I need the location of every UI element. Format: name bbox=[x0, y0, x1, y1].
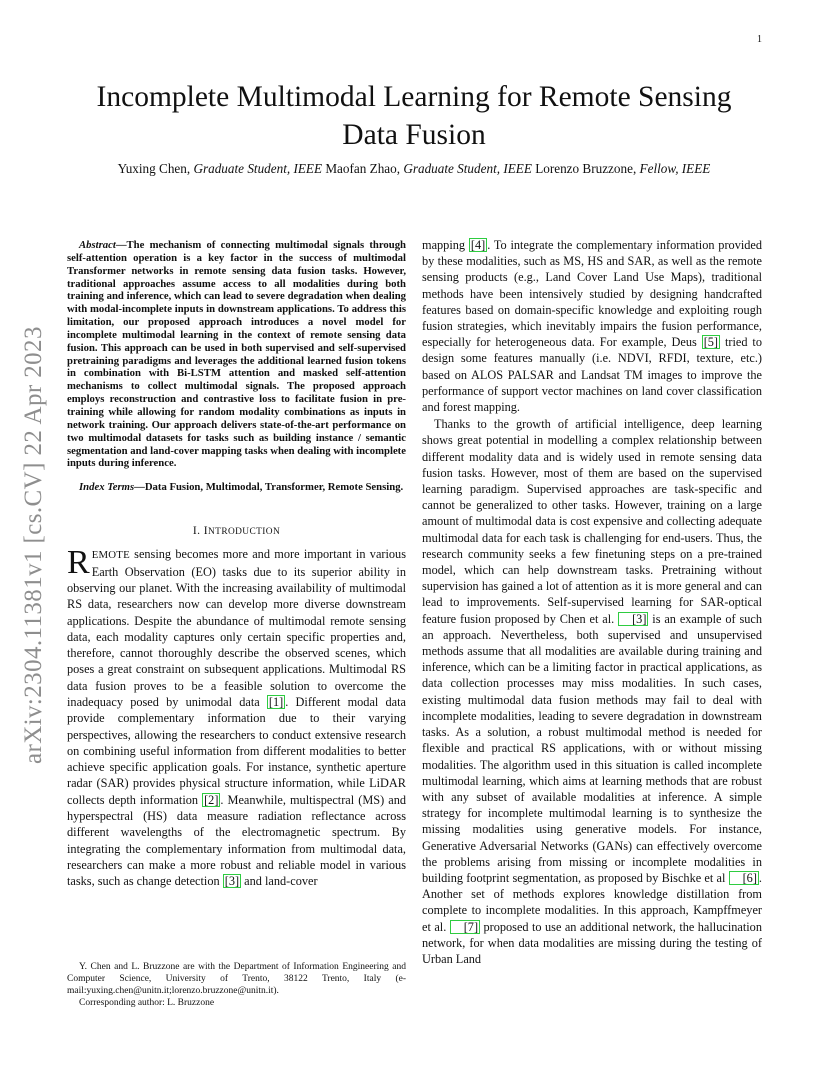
citation-link[interactable]: [1] bbox=[268, 695, 284, 709]
body-paragraph bbox=[422, 237, 762, 415]
left-column bbox=[67, 239, 406, 890]
author-name: Lorenzo Bruzzone bbox=[535, 161, 633, 176]
citation-link[interactable]: [7] bbox=[450, 920, 480, 934]
citation-link[interactable]: [3] bbox=[618, 612, 648, 626]
page-number: 1 bbox=[757, 34, 762, 45]
intro-text: and land-cover bbox=[241, 874, 318, 889]
footnote-corresponding-author: Corresponding author: L. Bruzzone bbox=[79, 998, 215, 1008]
arxiv-identifier-stamp[interactable]: arXiv:2304.11381v1 [cs.CV] 22 Apr 2023 bbox=[20, 326, 47, 764]
citation-link[interactable]: [5] bbox=[703, 335, 719, 350]
footnote-affiliation: Y. Chen and L. Bruzzone are with the Department of Information Engineering and Computer Science, University of Trento, 38122 Trento, Italy (e-mail:yuxing.chen@unitn.it;lorenzo.bruzzone@unitn.it). bbox=[67, 962, 406, 996]
author-line: Yuxing Chen, Graduate Student, IEEE Maofan Zhao, Graduate Student, IEEE Lorenzo Bruzzone, Fellow, IEEE bbox=[117, 161, 711, 176]
citation-link[interactable]: [4] bbox=[470, 238, 486, 252]
section-number: I. bbox=[192, 524, 201, 538]
abstract bbox=[67, 239, 406, 470]
index-terms-text: —Data Fusion, Multimodal, Transformer, Remote Sensing. bbox=[134, 481, 404, 494]
intro-text: . Meanwhile, multispectral (MS) and hyperspectral (HS) data measure radiation reflectance across different wavelengths of the electromagnetic spectrum. By integrating the complementary information from multimodal data, researchers can make a more robust and reliable model in various tasks, such as change detection bbox=[67, 792, 406, 889]
body-text: is an example of such an approach. Nevertheless, both supervised and unsupervised methods assume that all modalities are available during training and inference, which can be a limiting factor in practical applications, as data collection processes may miss modalities. In such cases, existing multimodal data fusion methods may fail to deal with incomplete modalities, leading to severe degradation in downstream tasks. As a solution, a robust multimodal method is needed for flexible and practical RS applications, with or without missing modalities. The algorithm used in this situation is called incomplete multimodal learning, which aims at learning methods that are robust with any subset of available modalities at inference. A simple strategy for incomplete multimodal learning is to synthesize the missing modalities using generative models. For instance, Generative Adversarial Networks (GANs) can effectively overcome the problems arising from missing or incomplete modalities in building footprint segmentation, as proposed by Bischke et al bbox=[422, 611, 762, 885]
intro-text: . Different modal data provide complementary information due to their varying perspectives, allowing the researchers to conduct extensive research on combining useful information from different modalities to better achieve specific application goals. For instance, synthetic aperture radar (SAR) provides physical structure information, while LiDAR collects depth information bbox=[67, 695, 407, 807]
author-role: Graduate Student, IEEE bbox=[403, 161, 532, 176]
citation-link[interactable]: [6] bbox=[729, 871, 759, 885]
abstract-label: Abstract bbox=[79, 239, 116, 251]
author-role: Graduate Student, IEEE bbox=[193, 161, 323, 176]
author-role: Fellow, IEEE bbox=[639, 161, 711, 176]
index-terms-label: Index Terms bbox=[79, 481, 135, 494]
citation-link[interactable]: [2] bbox=[204, 792, 219, 807]
section-title-rest: NTRODUCTION bbox=[208, 527, 281, 538]
drop-cap: R bbox=[67, 544, 90, 582]
abstract-text: —The mechanism of connecting multimodal signals through self-attention operation is a key factor in the success of multimodal Transformer networks in remote sensing data fusion tasks. However, traditional approaches assume access to all modalities during both training and inference, which can lead to severe degradation when dealing with modal-incomplete inputs in downstream applications. To address this limitation, our proposed approach introduces a novel model for incomplete multimodal learning in the context of remote sensing data fusion. This approach can be used in both supervised and self-supervised pretraining paradigms and leverages the additional learned fusion tokens in combination with Bi-LSTM attention and masked self-attention mechanisms to collect multimodal signals. The proposed approach employs reconstruction and contrastive loss to facilitate fusion in pre-training while allowing for random modality combinations as inputs in network training. Our approach delivers state-of-the-art performance on two multimodal datasets for tasks such as building instance / semantic segmentation and land-cover mapping tasks when dealing with incomplete inputs during inference. bbox=[67, 239, 406, 470]
body-text: . Another set of methods explores knowledge distillation from complete to incomplete modalities. In this approach, Kampffmeyer et al. bbox=[422, 870, 762, 934]
footnote bbox=[67, 961, 406, 1009]
paper-title: Incomplete Multimodal Learning for Remote Sensing Data Fusion bbox=[96, 81, 732, 151]
author-name: Yuxing Chen bbox=[117, 161, 187, 176]
body-text: proposed to use an additional network, the hallucination network, for when data modalities are missing during the testing of Urban Land bbox=[422, 919, 762, 966]
body-text: . To integrate the complementary information provided by these modalities, such as MS, HS and SAR, as well as the remote sensing products (e.g., Land Cover Land Use Maps), traditional methods have been intensively studied by designing handcrafted features based on domain-specific knowledge and exploiting rough fusion strategies, which inevitably impairs the fusion performance, especially for heterogeneous data. For example, Deus bbox=[422, 238, 763, 350]
intro-paragraph bbox=[67, 546, 406, 889]
body-text: mapping bbox=[422, 238, 469, 252]
section-heading-introduction bbox=[67, 523, 406, 540]
body-text: tried to design some features manually (i.e. NDVI, RFDI, texture, etc.) based on ALOS PALSAR and Landsat TM images to improve the performance of support vector machines on land cover classification and forest mapping. bbox=[422, 335, 762, 415]
index-terms bbox=[67, 481, 406, 494]
section-title-first: I bbox=[203, 524, 209, 538]
intro-text: sensing becomes more and more important in various Earth Observation (EO) tasks due to its superior ability in observing our planet. With the increasing availability of multimodal RS data, researchers now can develop more diverse downstream applications. Despite the abundance of multimodal remote sensing data, each modality captures only certain specific properties and, therefore, cannot thoroughly describe the observed scenes, which poses a great constraint on subsequent applications. Multimodal RS data fusion proves to be a feasible solution to overcome the inadequacy posed by unimodal data bbox=[67, 547, 406, 709]
author-name: Maofan Zhao bbox=[325, 161, 397, 176]
citation-link[interactable]: [3] bbox=[224, 874, 240, 889]
intro-lead-word: EMOTE bbox=[91, 549, 130, 562]
body-text: Thanks to the growth of artificial intelligence, deep learning shows great potential in modelling a complex relationship between different modality data and is widely used in remote sensing data fusion tasks. However, most of them are based on the supervised learning paradigm. Supervised approaches are task-specific and cannot be generalized to other tasks. However, training on a large amount of multimodal data is cost expensive and collecting adequate multimodal data for each task is challenging for end-users. Thus, the research community seeks a few finetuning steps on a pre-trained model, which can help downstream tasks. Pretraining without supervision has gained a lot of attention as it is more general and can lead to improvements. Self-supervised learning for SAR-optical feature fusion proposed by Chen et al. bbox=[422, 417, 762, 626]
body-paragraph bbox=[422, 416, 762, 967]
right-column bbox=[422, 237, 762, 967]
